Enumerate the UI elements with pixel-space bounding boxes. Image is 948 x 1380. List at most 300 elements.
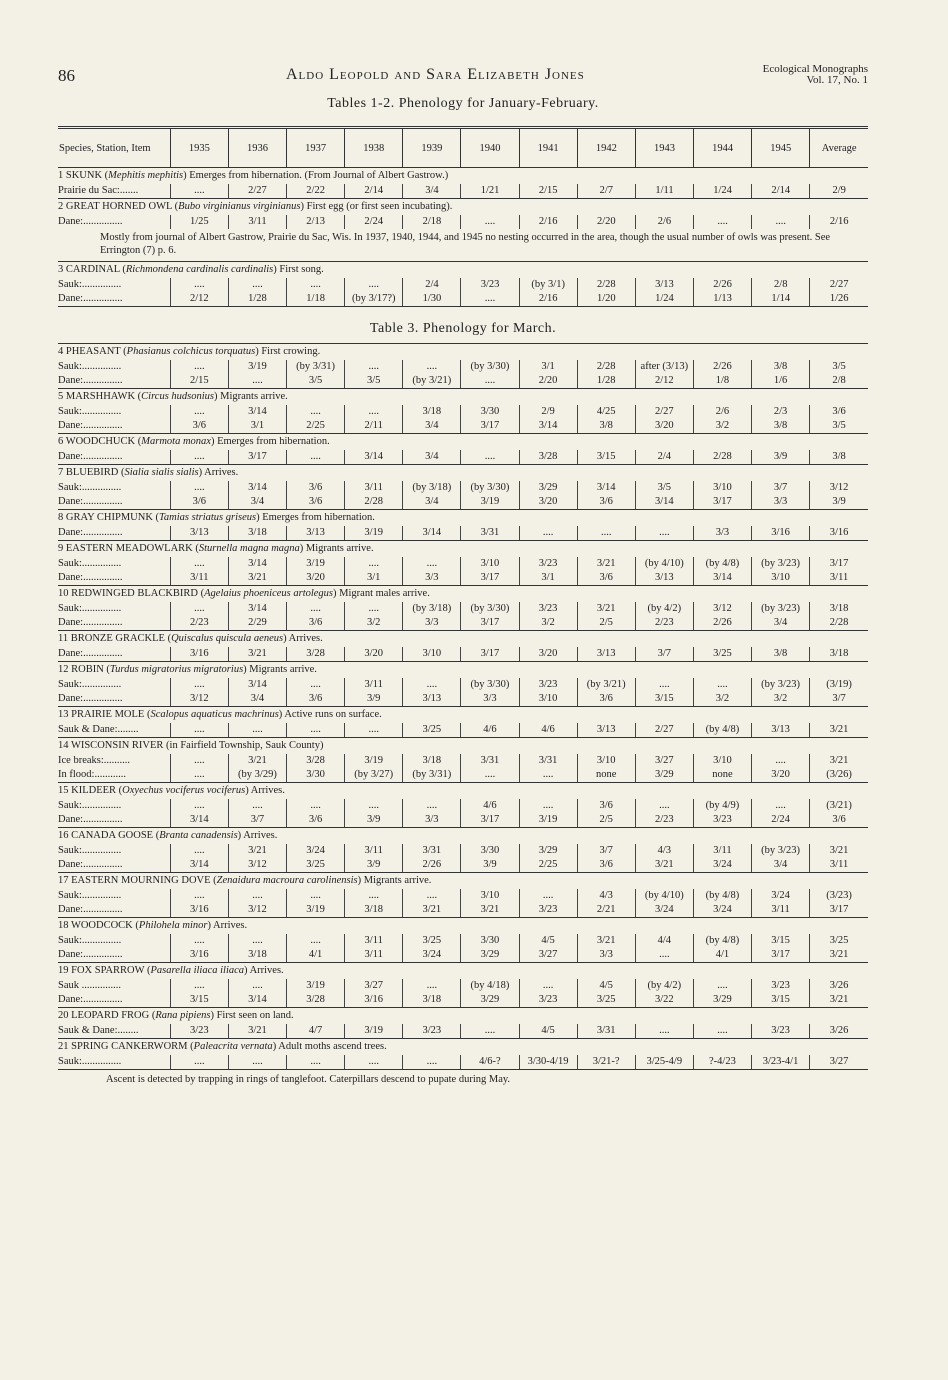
date-cell: 3/29	[519, 844, 577, 858]
row-station-label: Dane:...............	[58, 993, 170, 1008]
march-body	[58, 344, 868, 1070]
species-header: 3 CARDINAL (Richmondena cardinalis cardinalis) First song.	[58, 262, 868, 279]
date-cell: 3/30	[461, 844, 519, 858]
date-cell: 3/11	[228, 215, 286, 229]
date-cell: 3/31	[519, 754, 577, 768]
date-cell: (by 4/10)	[635, 557, 693, 571]
date-cell: 4/6	[461, 723, 519, 738]
date-cell: 4/3	[635, 844, 693, 858]
species-header-row	[58, 918, 868, 935]
row-station-label: Sauk:...............	[58, 890, 122, 901]
date-cell: 3/15	[752, 993, 810, 1008]
species-name: GREAT HORNED OWL	[65, 201, 175, 212]
date-cell: 4/1	[693, 948, 751, 963]
date-cell: ....	[287, 889, 345, 903]
date-cell: 1/28	[577, 374, 635, 389]
species-scientific-name: Paleacrita vernata	[193, 1041, 273, 1052]
species-number: 12	[58, 664, 72, 675]
species-number: 1	[58, 170, 66, 181]
date-cell: ....	[228, 374, 286, 389]
species-name: SKUNK	[65, 170, 105, 181]
date-cell: ....	[287, 278, 345, 292]
date-cell: 2/26	[694, 278, 752, 292]
species-header-row	[58, 963, 868, 980]
date-cell: 3/17	[461, 616, 519, 631]
date-cell: 2/16	[519, 215, 577, 229]
date-cell: 1/21	[461, 184, 519, 199]
date-cell: 3/29	[461, 993, 519, 1008]
date-cell: 3/24	[693, 858, 751, 873]
date-cell: 2/25	[287, 419, 345, 434]
date-cell: 3/16	[752, 526, 810, 541]
date-cell: (by 3/30)	[461, 678, 519, 692]
date-cell: 4/7	[287, 1024, 345, 1039]
species-scientific-name: Sialia sialis sialis	[124, 467, 199, 478]
date-cell: ....	[287, 934, 345, 948]
date-cell: 3/20	[345, 647, 403, 662]
note-row	[58, 229, 868, 262]
date-cell: ....	[752, 754, 810, 768]
date-cell: ....	[693, 1024, 751, 1039]
date-cell: 3/8	[810, 450, 868, 465]
date-cell: 2/15	[519, 184, 577, 199]
date-cell: 3/21	[810, 723, 868, 738]
species-number: 8	[58, 512, 66, 523]
table-row	[58, 678, 868, 692]
date-cell: 3/24	[693, 903, 751, 918]
date-cell: 2/18	[403, 215, 461, 229]
date-cell: ....	[693, 678, 751, 692]
species-header-row	[58, 828, 868, 845]
date-cell: ....	[170, 754, 228, 768]
date-cell: 4/5	[519, 934, 577, 948]
date-cell: 3/7	[635, 647, 693, 662]
date-cell: 3/21	[810, 754, 868, 768]
date-cell: 3/4	[403, 419, 461, 434]
date-cell: 3/11	[345, 934, 403, 948]
date-cell: (by 3/23)	[752, 844, 810, 858]
date-cell: 2/26	[693, 360, 751, 374]
species-header-row	[58, 262, 868, 279]
date-cell: (by 4/10)	[635, 889, 693, 903]
date-cell: ....	[228, 979, 286, 993]
date-cell: 3/21	[577, 934, 635, 948]
date-cell: 3/3	[693, 526, 751, 541]
date-cell: 3/23	[519, 557, 577, 571]
date-cell: 4/5	[577, 979, 635, 993]
date-cell: 3/6	[810, 813, 868, 828]
table-row	[58, 526, 868, 541]
table-row	[58, 948, 868, 963]
date-cell: (by 3/30)	[461, 360, 519, 374]
species-description: Active runs on surface.	[284, 709, 382, 720]
date-cell: 3/11	[345, 844, 403, 858]
date-cell: 2/11	[345, 419, 403, 434]
species-header-row	[58, 707, 868, 724]
date-cell: ....	[170, 481, 228, 495]
species-description: Emerges from hibernation. (From Journal of Albert Gastrow.)	[189, 170, 449, 181]
page	[58, 62, 868, 1085]
species-header-row	[58, 510, 868, 527]
species-header: 7 BLUEBIRD (Sialia sialis sialis) Arrives.	[58, 465, 868, 482]
date-cell: ....	[170, 557, 228, 571]
date-cell: 3/31	[461, 526, 519, 541]
date-cell: 3/1	[345, 571, 403, 586]
date-cell: after (3/13)	[635, 360, 693, 374]
species-number: 10	[58, 588, 72, 599]
row-station-label: Prairie du Sac:.......	[58, 184, 170, 199]
date-cell: 2/24	[752, 813, 810, 828]
date-cell: 3/9	[752, 450, 810, 465]
table-row	[58, 723, 868, 738]
date-cell: 3/27	[810, 1055, 868, 1070]
species-description: (in Fairfield Township, Sauk County)	[166, 740, 324, 751]
date-cell: (3/26)	[810, 768, 868, 783]
species-header: 4 PHEASANT (Phasianus colchicus torquatus) First crowing.	[58, 344, 868, 361]
table-row	[58, 374, 868, 389]
species-description: First egg (or first seen incubating).	[306, 201, 453, 212]
date-cell: ....	[170, 678, 228, 692]
species-name: MARSHHAWK	[65, 391, 138, 402]
date-cell: 3/11	[345, 678, 403, 692]
species-header: 12 ROBIN (Turdus migratorius migratorius) Migrants arrive.	[58, 662, 868, 679]
date-cell: 3/14	[228, 481, 286, 495]
date-cell: 3/21	[228, 754, 286, 768]
column-header-row	[58, 128, 868, 168]
species-description: Arrives.	[243, 830, 278, 841]
column-header-year: 1936	[228, 128, 286, 168]
species-note: Mostly from journal of Albert Gastrow, Prairie du Sac, Wis. In 1937, 1940, 1944, and 1945 no nesting occurred in the area, though the usual number of owls was present. See Errington (7) p. 6.	[100, 232, 831, 256]
date-cell: 3/5	[635, 481, 693, 495]
column-header-year: 1935	[170, 128, 228, 168]
date-cell: 3/3	[752, 495, 810, 510]
date-cell: 3/14	[693, 571, 751, 586]
date-cell: 3/6	[577, 692, 635, 707]
species-description: Arrives.	[204, 467, 239, 478]
date-cell: 3/17	[810, 557, 868, 571]
species-header: 2 GREAT HORNED OWL (Bubo virginianus virginianus) First egg (or first seen incubating).	[58, 199, 868, 216]
date-cell: 3/30	[461, 934, 519, 948]
species-scientific-name: Bubo virginianus virginianus	[178, 201, 301, 212]
date-cell: 3/14	[228, 993, 286, 1008]
date-cell: none	[577, 768, 635, 783]
date-cell: 3/18	[403, 754, 461, 768]
species-name: BLUEBIRD	[65, 467, 121, 478]
table-row	[58, 602, 868, 616]
species-scientific-name: Phasianus colchicus torquatus	[126, 346, 256, 357]
species-name: BRONZE GRACKLE	[70, 633, 168, 644]
date-cell: 3/23	[519, 903, 577, 918]
journal-name: Ecological Monographs	[762, 63, 868, 75]
date-cell: ....	[577, 526, 635, 541]
row-station-label: Dane:...............	[58, 526, 170, 541]
date-cell: ....	[170, 1055, 228, 1070]
date-cell: 3/12	[693, 602, 751, 616]
date-cell: 3/23	[519, 993, 577, 1008]
date-cell: 2/13	[287, 215, 345, 229]
date-cell: 3/18	[345, 903, 403, 918]
species-header: 11 BRONZE GRACKLE (Quiscalus quiscula aeneus) Arrives.	[58, 631, 868, 648]
date-cell: 2/24	[345, 215, 403, 229]
species-header-row	[58, 344, 868, 361]
date-cell: 2/4	[635, 450, 693, 465]
date-cell: 3/20	[635, 419, 693, 434]
date-cell: ....	[461, 768, 519, 783]
date-cell: 3/2	[345, 616, 403, 631]
date-cell: 2/5	[577, 616, 635, 631]
species-name: CARDINAL	[65, 264, 123, 275]
date-cell: 3/8	[577, 419, 635, 434]
date-cell: ....	[519, 526, 577, 541]
species-number: 3	[58, 264, 66, 275]
species-scientific-name: Pasarella iliaca iliaca	[150, 965, 245, 976]
species-description: Migrants arrive.	[305, 543, 374, 554]
date-cell: 3/27	[345, 979, 403, 993]
species-name: WOODCHUCK	[65, 436, 138, 447]
date-cell: 3/16	[170, 903, 228, 918]
date-cell: 1/13	[694, 292, 752, 307]
species-description: Migrants arrive.	[363, 875, 432, 886]
species-scientific-name: Quiscalus quiscula aeneus	[171, 633, 284, 644]
date-cell: ....	[345, 405, 403, 419]
date-cell: 3/5	[287, 374, 345, 389]
table-row	[58, 557, 868, 571]
date-cell: 2/8	[810, 374, 868, 389]
date-cell: (by 3/1)	[519, 278, 577, 292]
species-name: ROBIN	[71, 664, 107, 675]
table-row	[58, 481, 868, 495]
date-cell: 3/25-4/9	[635, 1055, 693, 1070]
date-cell: (by 4/8)	[693, 723, 751, 738]
date-cell: ....	[287, 450, 345, 465]
date-cell: 2/20	[519, 374, 577, 389]
date-cell: 3/6	[287, 481, 345, 495]
species-header: 19 FOX SPARROW (Pasarella iliaca iliaca) Arrives.	[58, 963, 868, 980]
table-row	[58, 616, 868, 631]
date-cell: 3/25	[693, 647, 751, 662]
date-cell: 3/6	[577, 571, 635, 586]
date-cell: 3/28	[287, 754, 345, 768]
date-cell: 3/23	[519, 678, 577, 692]
date-cell: 1/14	[752, 292, 810, 307]
species-description: Migrant males arrive.	[339, 588, 430, 599]
date-cell: 3/29	[635, 768, 693, 783]
table-row	[58, 571, 868, 586]
date-cell: ....	[461, 1024, 519, 1039]
date-cell: 3/4	[228, 692, 286, 707]
column-header-year: 1944	[694, 128, 752, 168]
table-row	[58, 184, 868, 199]
date-cell: 3/13	[287, 526, 345, 541]
date-cell: 3/30	[461, 405, 519, 419]
date-cell: 3/4	[403, 450, 461, 465]
species-number: 17	[58, 875, 72, 886]
date-cell: 2/6	[635, 215, 693, 229]
date-cell: 3/13	[403, 692, 461, 707]
species-header	[58, 738, 868, 755]
date-cell: 2/20	[577, 215, 635, 229]
species-name: WOODCOCK	[70, 920, 136, 931]
date-cell: 3/9	[345, 858, 403, 873]
date-cell: ....	[461, 450, 519, 465]
date-cell: 3/14	[228, 557, 286, 571]
date-cell: 3/5	[810, 419, 868, 434]
column-header-year: 1937	[287, 128, 345, 168]
species-number: 16	[58, 830, 72, 841]
date-cell: 3/24	[635, 903, 693, 918]
date-cell: 3/23	[403, 1024, 461, 1039]
date-cell: 3/25	[577, 993, 635, 1008]
date-cell: 3/10	[693, 754, 751, 768]
date-cell: 3/21	[228, 1024, 286, 1039]
species-header-row	[58, 738, 868, 755]
species-header: 16 CANADA GOOSE (Branta canadensis) Arrives.	[58, 828, 868, 845]
species-name: SPRING CANKERWORM	[71, 1041, 191, 1052]
date-cell: 4/4	[635, 934, 693, 948]
date-cell: 2/28	[577, 278, 635, 292]
date-cell: 3/23	[170, 1024, 228, 1039]
date-cell: 3/16	[170, 647, 228, 662]
phenology-table-march	[58, 343, 868, 1070]
date-cell: 3/14	[228, 405, 286, 419]
date-cell: 1/25	[170, 215, 228, 229]
date-cell: 3/4	[752, 858, 810, 873]
species-number: 4	[58, 346, 66, 357]
date-cell: 3/4	[752, 616, 810, 631]
table-row	[58, 979, 868, 993]
date-cell: 3/29	[461, 948, 519, 963]
species-scientific-name: Marmota monax	[141, 436, 211, 447]
date-cell: ....	[228, 1055, 286, 1070]
date-cell: 3/19	[287, 557, 345, 571]
date-cell: ....	[694, 215, 752, 229]
species-number: 19	[58, 965, 72, 976]
date-cell: 1/18	[287, 292, 345, 307]
date-cell: 3/27	[519, 948, 577, 963]
date-cell: ....	[170, 278, 228, 292]
date-cell: ....	[170, 602, 228, 616]
date-cell: ....	[170, 979, 228, 993]
journal-volume: Vol. 17, No. 1	[806, 74, 868, 86]
species-header-row	[58, 873, 868, 890]
table-row	[58, 934, 868, 948]
date-cell: 3/23	[752, 1024, 810, 1039]
running-authors: Aldo Leopold and Sara Elizabeth Jones	[286, 66, 585, 83]
date-cell: ....	[519, 979, 577, 993]
species-number: 13	[58, 709, 72, 720]
table-row	[58, 278, 868, 292]
date-cell: ....	[461, 374, 519, 389]
column-header-year: Average	[810, 128, 868, 168]
date-cell: 3/10	[403, 647, 461, 662]
date-cell: 2/6	[693, 405, 751, 419]
date-cell: 3/18	[403, 405, 461, 419]
date-cell: 3/18	[810, 602, 868, 616]
date-cell: 3/21	[577, 557, 635, 571]
date-cell: ....	[635, 799, 693, 813]
species-header-row	[58, 389, 868, 406]
row-station-label: Dane:...............	[58, 571, 170, 586]
column-header-year: 1943	[635, 128, 693, 168]
row-station-label: Sauk:...............	[58, 361, 122, 372]
species-description: First crowing.	[261, 346, 321, 357]
date-cell: 3/20	[752, 768, 810, 783]
date-cell: ....	[170, 799, 228, 813]
table-row	[58, 754, 868, 768]
table-row	[58, 903, 868, 918]
date-cell: ....	[170, 768, 228, 783]
date-cell: 2/21	[577, 903, 635, 918]
date-cell: 3/17	[461, 419, 519, 434]
date-cell: 3/13	[170, 526, 228, 541]
date-cell: (by 3/30)	[461, 602, 519, 616]
species-header: 13 PRAIRIE MOLE (Scalopus aquaticus machrinus) Active runs on surface.	[58, 707, 868, 724]
species-scientific-name: Turdus migratorius migratorius	[109, 664, 244, 675]
date-cell: 3/14	[403, 526, 461, 541]
date-cell: 2/28	[345, 495, 403, 510]
date-cell: ....	[345, 1055, 403, 1070]
row-station-label: Dane:...............	[58, 647, 170, 662]
date-cell: ....	[403, 557, 461, 571]
date-cell: 3/7	[228, 813, 286, 828]
date-cell: 3/11	[170, 571, 228, 586]
species-header-row	[58, 662, 868, 679]
species-scientific-name: Richmondena cardinalis cardinalis	[125, 264, 274, 275]
row-station-label: Sauk ...............	[58, 980, 121, 991]
table-row	[58, 360, 868, 374]
date-cell: ....	[228, 278, 286, 292]
row-station-label: Sauk:...............	[58, 800, 122, 811]
date-cell: 3/12	[170, 692, 228, 707]
date-cell: 3/21	[577, 602, 635, 616]
date-cell: 2/14	[752, 184, 810, 199]
date-cell: 1/20	[577, 292, 635, 307]
date-cell: 3/19	[287, 979, 345, 993]
species-scientific-name: Tamias striatus griseus	[159, 512, 257, 523]
date-cell: 3/30-4/19	[519, 1055, 577, 1070]
species-scientific-name: Rana pipiens	[155, 1010, 211, 1021]
date-cell: 3/7	[810, 692, 868, 707]
species-name: PHEASANT	[65, 346, 124, 357]
date-cell: 3/15	[635, 692, 693, 707]
footnote: Ascent is detected by trapping in rings of tanglefoot. Caterpillars descend to pupate during May.	[106, 1074, 511, 1085]
date-cell: 3/24	[403, 948, 461, 963]
date-cell: 1/11	[635, 184, 693, 199]
species-scientific-name: Sturnella magna magna	[198, 543, 300, 554]
species-number: 11	[58, 633, 71, 644]
date-cell: 2/14	[345, 184, 403, 199]
date-cell: 3/20	[519, 495, 577, 510]
species-header: 9 EASTERN MEADOWLARK (Sturnella magna magna) Migrants arrive.	[58, 541, 868, 558]
species-number: 2	[58, 201, 66, 212]
row-station-label: Sauk:...............	[58, 935, 122, 946]
date-cell: (by 3/18)	[403, 602, 461, 616]
date-cell: ....	[170, 844, 228, 858]
date-cell: 3/19	[345, 1024, 403, 1039]
row-station-label: Sauk:...............	[58, 603, 122, 614]
date-cell: 3/21	[228, 647, 286, 662]
date-cell: (by 3/31)	[403, 768, 461, 783]
date-cell: ....	[170, 184, 228, 199]
date-cell: (by 3/21)	[577, 678, 635, 692]
table-row	[58, 844, 868, 858]
species-scientific-name: Zenaidura macroura carolinensis	[216, 875, 358, 886]
date-cell: ....	[519, 889, 577, 903]
date-cell: ....	[228, 799, 286, 813]
date-cell: 3/19	[345, 526, 403, 541]
date-cell: 3/3	[461, 692, 519, 707]
date-cell: 3/18	[228, 948, 286, 963]
